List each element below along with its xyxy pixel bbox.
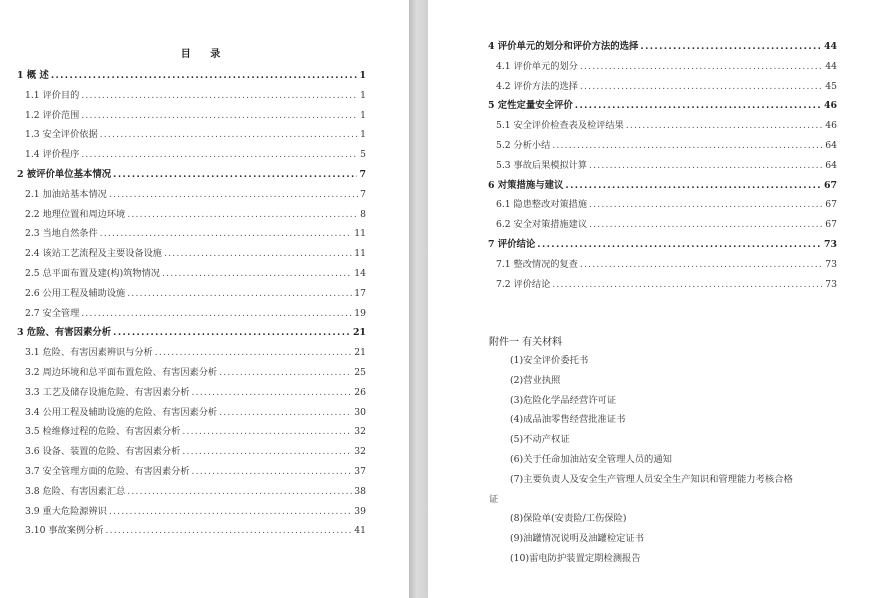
toc-entry-label: 5 定性定量安全评价 [488,100,573,112]
toc-page-number: 21 [352,327,366,339]
toc-leader-dots [580,259,823,270]
toc-leader-dots [81,90,358,101]
toc-page-number: 67 [825,199,837,211]
toc-page-number: 7 [360,188,366,200]
toc-entry-label: 3.9 重大危险源辨识 [25,505,107,517]
toc-leader-dots [109,189,358,200]
toc-page-number: 5 [360,149,366,161]
toc-page-number: 11 [354,248,366,260]
right-toc [488,38,837,295]
toc-page-number: 8 [360,208,366,220]
toc-entry-label: 2 被评价单位基本情况 [17,168,112,180]
toc-title: 目 录 [180,49,229,60]
page-gutter [409,0,428,598]
toc-chapter-entry[interactable] [17,166,366,186]
toc-entry-label: 4.1 评价单元的划分 [496,60,578,72]
toc-entry-label: 5.2 分析小结 [496,139,551,151]
toc-leader-dots [589,219,823,230]
annex-item: (5)不动产权证 [510,434,570,446]
toc-section-entry[interactable] [17,87,366,107]
toc-chapter-entry[interactable] [488,236,837,256]
toc-leader-dots [51,70,358,81]
toc-entry-label: 3.1 危险、有害因素辨识与分析 [25,347,153,359]
toc-leader-dots [589,160,823,171]
toc-section-entry[interactable] [488,58,837,78]
toc-leader-dots [182,426,352,437]
toc-leader-dots [565,180,822,191]
toc-leader-dots [192,387,353,398]
toc-entry-label: 2.1 加油站基本情况 [25,188,107,200]
toc-leader-dots [589,199,823,210]
toc-leader-dots [127,209,358,220]
toc-entry-label: 1.4 评价程序 [25,149,80,161]
annex-item: (6)关于任命加油站安全管理人员的通知 [510,453,672,465]
toc-entry-label: 1.2 评价范围 [25,109,80,121]
toc-section-entry[interactable] [488,157,837,177]
toc-leader-dots [155,347,353,358]
toc-section-entry[interactable] [17,107,366,127]
toc-leader-dots [537,239,822,250]
toc-section-entry[interactable] [488,78,837,98]
toc-chapter-entry[interactable] [17,67,366,87]
annex-item: (3)危险化学品经营许可证 [510,394,617,406]
toc-section-entry[interactable] [17,463,366,483]
toc-entry-label: 1.1 评价目的 [25,89,80,101]
toc-section-entry[interactable] [17,384,366,404]
toc-entry-label: 6.2 安全对策措施建议 [496,219,588,231]
toc-entry-label: 7 评价结论 [488,238,536,250]
toc-page-number: 64 [825,139,837,151]
toc-leader-dots [575,100,822,111]
toc-leader-dots [580,61,823,72]
toc-section-entry[interactable] [17,305,366,325]
toc-section-entry[interactable] [488,256,837,276]
toc-entry-label: 2.4 该站工艺流程及主要设备设施 [25,248,162,260]
toc-leader-dots [113,327,351,338]
toc-page-number: 1 [360,109,366,121]
toc-leader-dots [106,525,353,536]
toc-page-number: 73 [823,238,837,250]
toc-section-entry[interactable] [17,364,366,384]
toc-page-number: 46 [825,120,837,132]
toc-page-number: 44 [825,60,837,72]
toc-page-number: 39 [354,505,366,517]
toc-entry-label: 3.8 危险、有害因素汇总 [25,485,126,497]
toc-section-entry[interactable] [488,117,837,137]
toc-leader-dots [164,248,352,259]
toc-entry-label: 7.2 评价结论 [496,278,551,290]
toc-section-entry[interactable] [488,216,837,236]
toc-entry-label: 3.7 安全管理方面的危险、有害因素分析 [25,465,190,477]
toc-section-entry[interactable] [17,423,366,443]
toc-leader-dots [109,506,352,517]
toc-section-entry[interactable] [17,126,366,146]
toc-entry-label: 7.1 整改情况的复查 [496,258,578,270]
toc-page-number: 26 [354,386,366,398]
toc-page-number: 1 [360,129,366,141]
toc-entry-label: 2.2 地理位置和周边环境 [25,208,126,220]
toc-section-entry[interactable] [17,265,366,285]
left-toc [17,67,366,542]
toc-section-entry[interactable] [488,137,837,157]
toc-page-number: 7 [359,168,366,180]
toc-page-number: 64 [825,159,837,171]
toc-page-number: 17 [354,287,366,299]
toc-page-number: 73 [825,258,837,270]
toc-page-number: 25 [354,366,366,378]
toc-leader-dots [81,110,358,121]
toc-chapter-entry[interactable] [488,38,837,58]
annex-item: (7)主要负责人及安全生产管理人员安全生产知识和管理能力考核合格 [510,473,793,485]
toc-page-number: 37 [354,465,366,477]
toc-section-entry[interactable] [17,206,366,226]
toc-chapter-entry[interactable] [17,324,366,344]
toc-leader-dots [127,486,352,497]
annex-item: (1)安全评价委托书 [510,355,589,366]
toc-leader-dots [127,288,352,299]
toc-section-entry[interactable] [488,196,837,216]
toc-leader-dots [113,169,357,180]
toc-leader-dots [162,268,352,279]
toc-page-number: 21 [354,347,366,359]
toc-chapter-entry[interactable] [488,97,837,117]
toc-leader-dots [219,367,352,378]
annex-title: 附件一 有关材料 [489,337,563,348]
toc-entry-label: 2.3 当地自然条件 [25,228,98,240]
toc-page-number: 1 [359,70,366,81]
toc-page-number: 1 [360,89,366,101]
toc-entry-label: 3 危险、有害因素分析 [17,327,112,339]
toc-entry-label: 2.6 公用工程及辅助设施 [25,287,126,299]
annex-list [489,351,839,569]
toc-entry-label: 4.2 评价方法的选择 [496,80,578,92]
annex-item: (8)保险单(安责险/工伤保险) [510,513,627,525]
toc-entry-label: 6 对策措施与建议 [488,179,564,191]
toc-leader-dots [100,129,358,140]
toc-leader-dots [640,41,822,52]
toc-page-number: 67 [825,219,837,231]
toc-entry-label: 5.3 事故后果模拟计算 [496,159,588,171]
toc-page-number: 45 [825,80,837,92]
annex-item: (10)雷电防护装置定期检测报告 [510,552,641,564]
toc-section-entry[interactable] [17,146,366,166]
toc-page-number: 41 [354,525,366,537]
toc-leader-dots [552,279,823,290]
toc-section-entry[interactable] [17,483,366,503]
toc-entry-label: 3.2 周边环境和总平面布置危险、有害因素分析 [25,366,218,378]
toc-section-entry[interactable] [17,245,366,265]
toc-page-number: 73 [825,278,837,290]
toc-entry-label: 3.6 设备、装置的危险、有害因素分析 [25,446,181,458]
toc-chapter-entry[interactable] [488,177,837,197]
toc-entry-label: 2.5 总平面布置及建(构)筑物情况 [25,267,160,279]
toc-entry-label: 4 评价单元的划分和评价方法的选择 [488,41,639,52]
toc-section-entry[interactable] [17,522,366,542]
toc-section-entry[interactable] [17,503,366,523]
toc-entry-label: 6.1 隐患整改对策措施 [496,199,588,211]
toc-leader-dots [192,466,353,477]
toc-leader-dots [552,140,823,151]
toc-leader-dots [219,407,352,418]
annex-item: (2)营业执照 [510,374,561,386]
toc-page-number: 32 [354,426,366,438]
annex-item: (4)成品油零售经营批准证书 [510,414,626,426]
toc-leader-dots [182,446,352,457]
toc-page-number: 46 [823,100,837,112]
toc-leader-dots [626,120,824,131]
annex-item: (9)油罐情况说明及油罐检定证书 [510,533,645,545]
toc-section-entry[interactable] [17,225,366,245]
toc-page-number: 11 [354,228,366,240]
toc-page-number: 30 [354,406,366,418]
toc-leader-dots [81,149,358,160]
toc-entry-label: 3.5 检维修过程的危险、有害因素分析 [25,426,181,438]
toc-entry-label: 3.10 事故案例分析 [25,525,104,537]
toc-page-number: 19 [354,307,366,319]
toc-section-entry[interactable] [17,186,366,206]
toc-section-entry[interactable] [17,404,366,424]
toc-page-number: 32 [354,446,366,458]
toc-section-entry[interactable] [17,443,366,463]
toc-page-number: 38 [354,485,366,497]
toc-entry-label: 1 概 述 [17,70,49,81]
toc-entry-label: 1.3 安全评价依据 [25,129,98,141]
toc-section-entry[interactable] [488,276,837,296]
toc-leader-dots [81,308,352,319]
toc-page-number: 14 [354,267,366,279]
toc-entry-label: 5.1 安全评价检查表及检评结果 [496,120,624,132]
annex-item: 证 [489,493,499,505]
toc-section-entry[interactable] [17,344,366,364]
toc-page-number: 44 [823,41,837,52]
toc-page-number: 67 [823,179,837,191]
toc-entry-label: 2.7 安全管理 [25,307,80,319]
toc-section-entry[interactable] [17,285,366,305]
left-page [0,0,409,598]
toc-leader-dots [580,81,823,92]
toc-leader-dots [100,228,353,239]
toc-entry-label: 3.4 公用工程及辅助设施的危险、有害因素分析 [25,406,218,418]
toc-entry-label: 3.3 工艺及储存设施危险、有害因素分析 [25,386,190,398]
